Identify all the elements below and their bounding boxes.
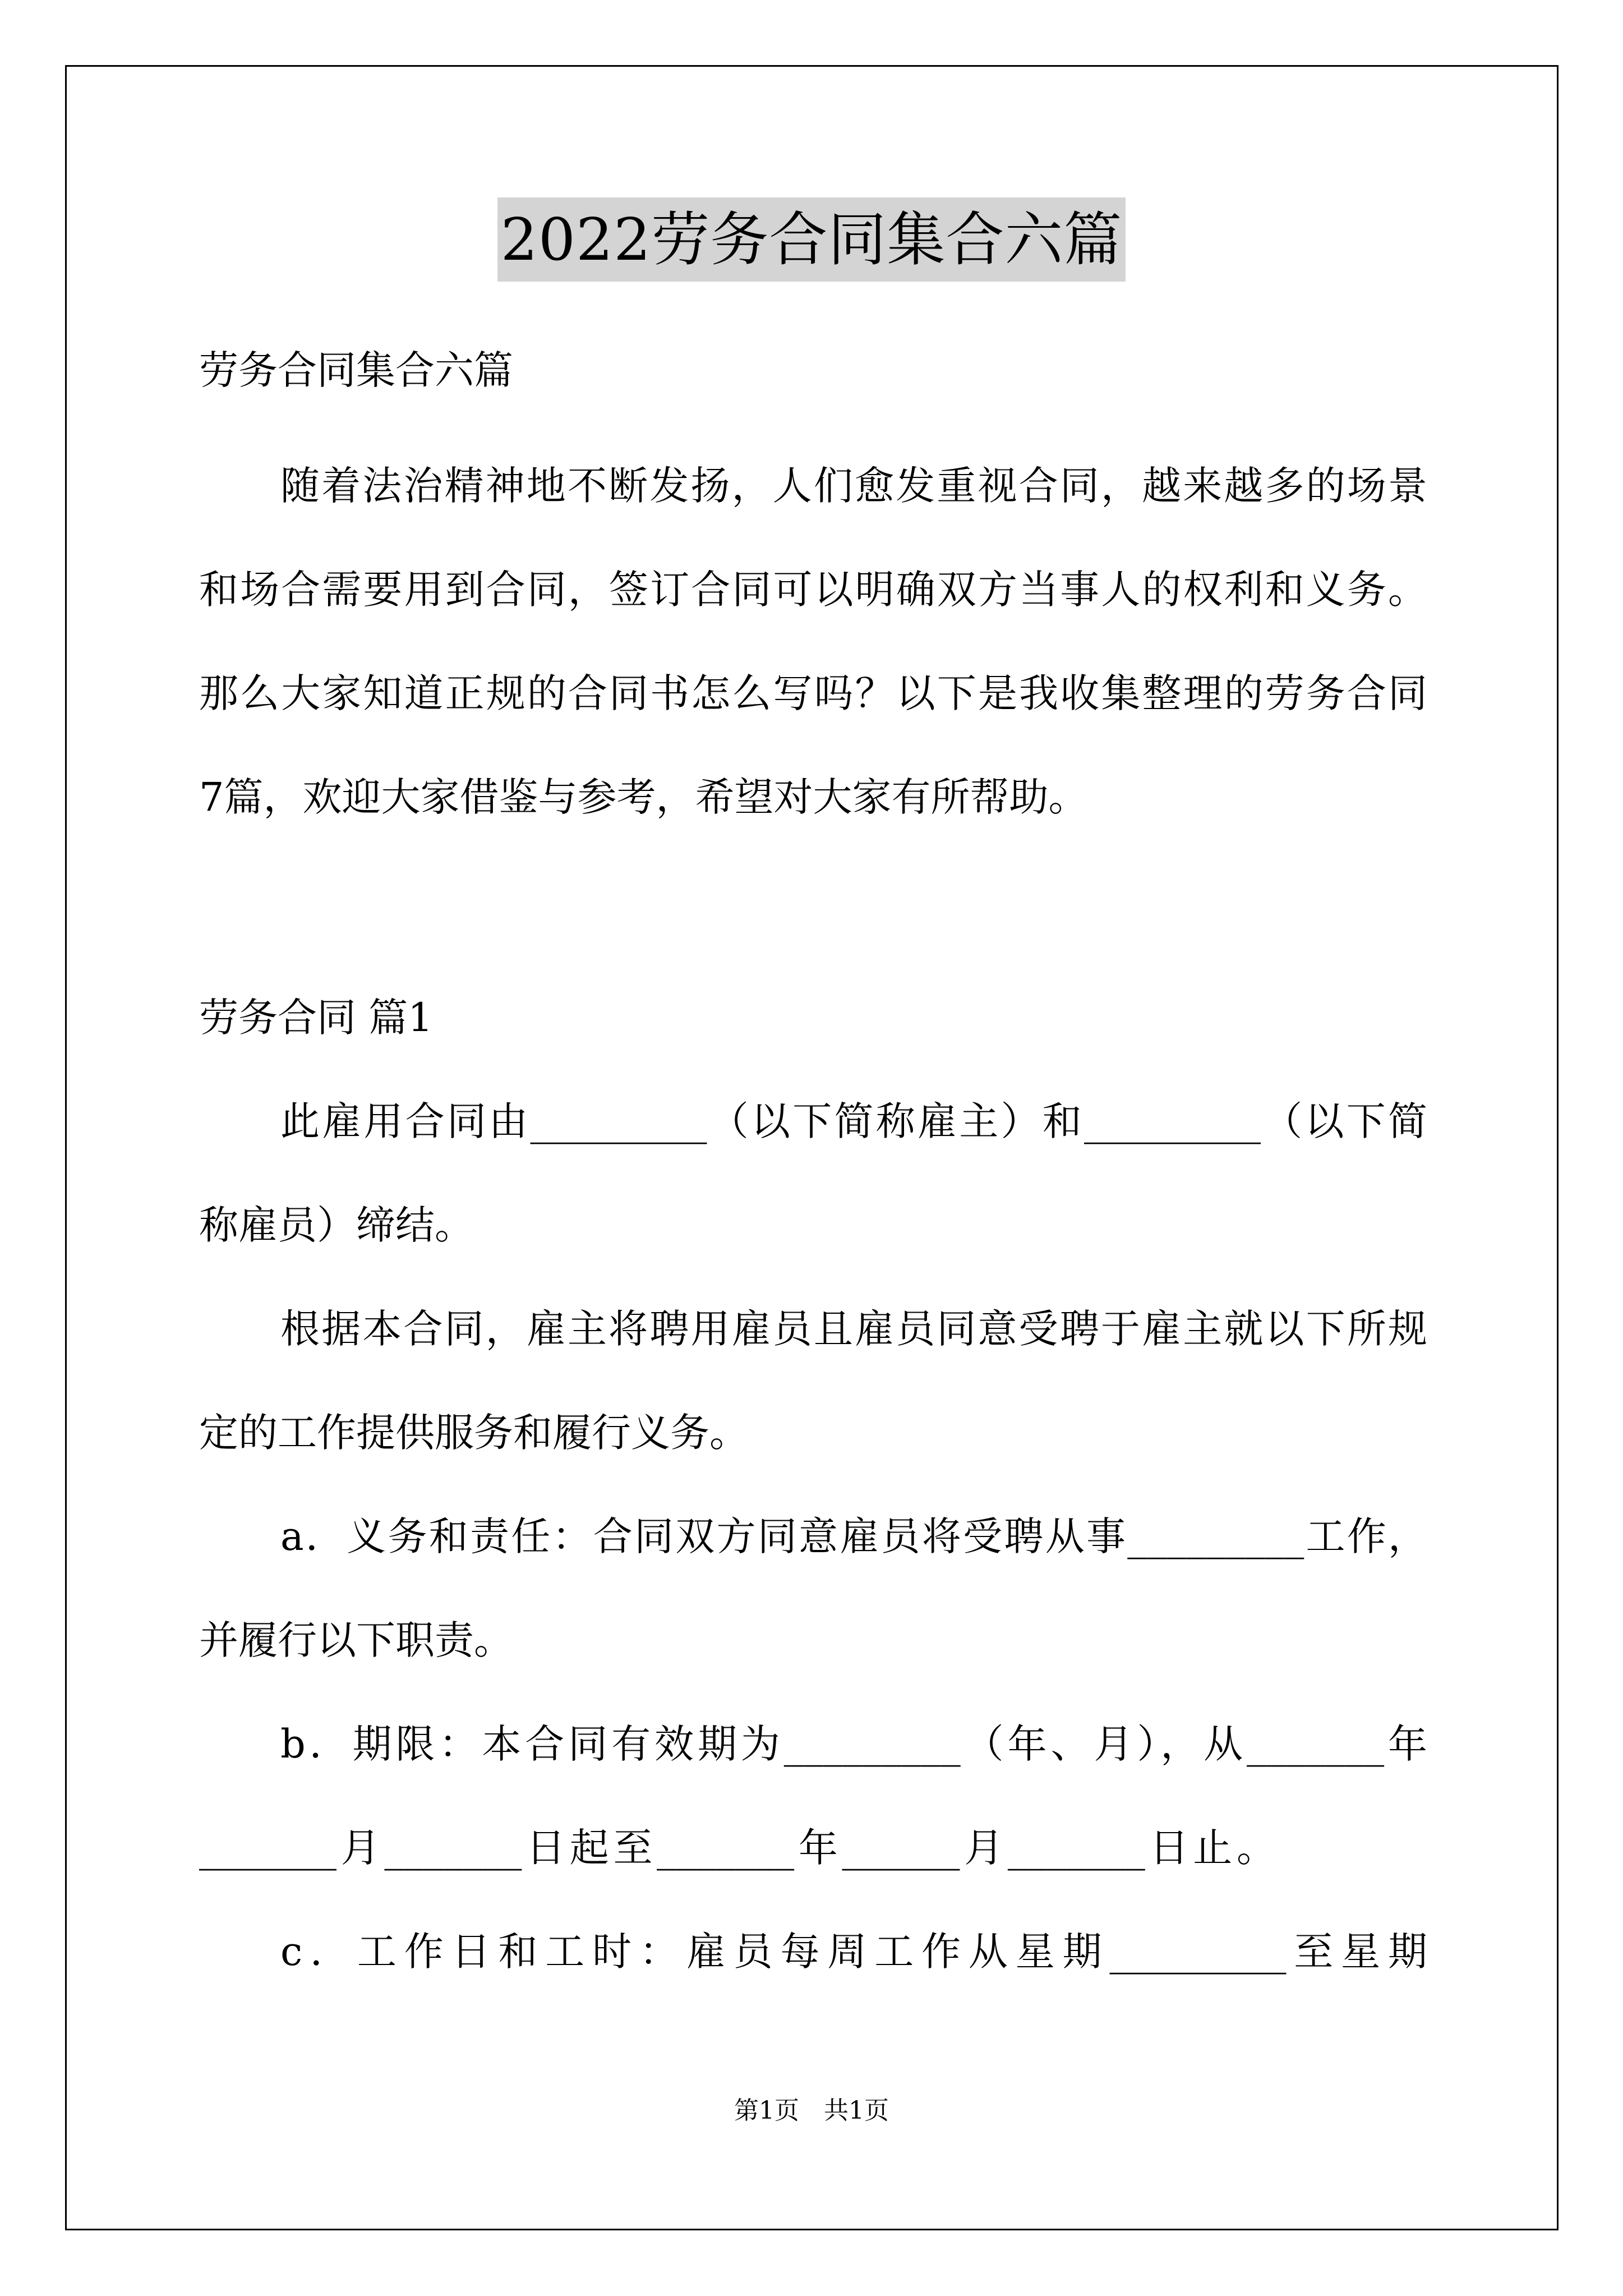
body-line-5: a．义务和责任：合同双方同意雇员将受聘从事_________工作，: [280, 1513, 1427, 1559]
body-line-6: 并履行以下职责。: [199, 1617, 513, 1663]
body-line-9: c．工作日和工时：雇员每周工作从星期_________至星期: [280, 1929, 1427, 1975]
body-line-7: b．期限：本合同有效期为_________（年、月），从_______年: [280, 1721, 1427, 1767]
body-line-2: 称雇员）缔结。: [199, 1202, 474, 1248]
intro-line-2: 和场合需要用到合同，签订合同可以明确双方当事人的权利和义务。: [199, 567, 1427, 613]
section-heading: 劳务合同 篇1: [199, 995, 433, 1041]
body-line-8: _______月_______日起至_______年______月_______日止。: [199, 1825, 1276, 1871]
intro-line-3: 那么大家知道正规的合同书怎么写吗？以下是我收集整理的劳务合同: [199, 670, 1427, 716]
page-footer: 第1页 共1页: [734, 2096, 889, 2125]
body-line-1: 此雇用合同由_________（以下简称雇主）和_________（以下简: [280, 1098, 1427, 1144]
document-subtitle: 劳务合同集合六篇: [199, 347, 513, 393]
intro-line-4: 7篇，欢迎大家借鉴与参考，希望对大家有所帮助。: [199, 774, 1088, 820]
body-line-3: 根据本合同，雇主将聘用雇员且雇员同意受聘于雇主就以下所规: [280, 1306, 1427, 1352]
document-title: 2022劳务合同集合六篇: [497, 197, 1126, 282]
intro-line-1: 随着法治精神地不断发扬，人们愈发重视合同，越来越多的场景: [280, 463, 1427, 509]
title-container: [0, 197, 1623, 282]
body-line-4: 定的工作提供服务和履行义务。: [199, 1410, 749, 1456]
